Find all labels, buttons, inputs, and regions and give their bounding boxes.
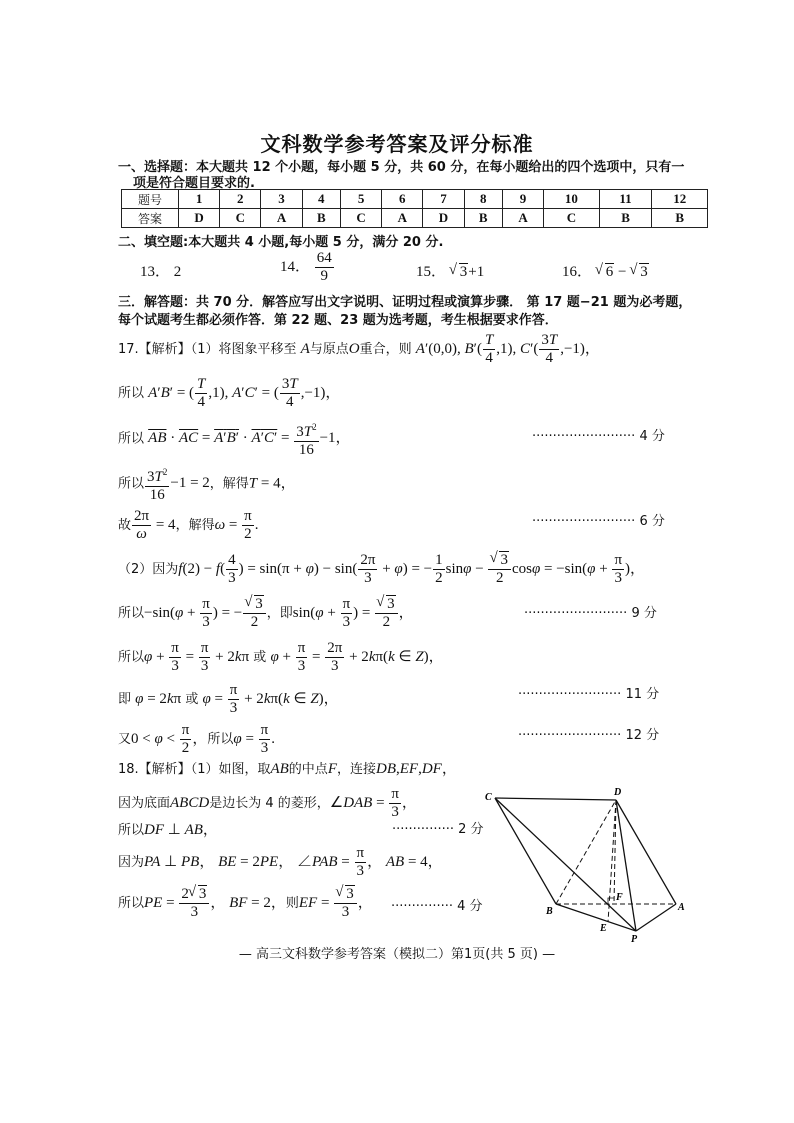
edge-BD-dashed	[556, 800, 616, 904]
score-marker	[518, 724, 659, 743]
dot-leader: ·························	[532, 514, 636, 529]
dot-leader: ···············	[392, 822, 454, 837]
section1-heading-line2: 项是符合题目要求的.	[133, 176, 255, 191]
score: 9 分	[631, 606, 657, 621]
table-cell-number: 12	[652, 190, 708, 209]
q17-part2-line3	[118, 640, 444, 675]
answer-table	[121, 189, 708, 228]
dot-leader: ·························	[532, 429, 636, 444]
text: 所以	[118, 605, 145, 621]
edge-BP	[556, 904, 636, 931]
radicand: 3	[640, 264, 648, 280]
text: 所以	[118, 823, 145, 838]
fill-answer-14	[280, 250, 335, 285]
score-marker	[532, 510, 665, 529]
var: A	[300, 340, 310, 357]
table-cell-number: 3	[261, 190, 302, 209]
text: 即	[118, 691, 132, 707]
table-cell-number: 5	[340, 190, 381, 209]
page-footer: — 高三文科数学参考答案（模拟二）第1页(共 5 页) —	[238, 947, 556, 962]
fill-answer-15	[416, 260, 484, 281]
math-expr: φ + $\frac{\pi}{3}$ = $\frac{2\pi}{3}$ + 2kπ(k ∈ Z)，	[270, 640, 444, 674]
q17-line4	[118, 464, 296, 504]
answer-label: 15．	[416, 264, 447, 280]
edge-DA	[616, 800, 676, 904]
score: 6 分	[639, 514, 665, 529]
math-expr: φ = 2kπ	[135, 690, 182, 707]
math-expr: PA ⊥ PB， BE = 2PE， ∠PAB = $\frac{\pi}{3}$ ， AB = 4，	[144, 845, 443, 879]
table-header-answers: 答案	[122, 209, 179, 228]
table-cell-answer: C	[220, 209, 261, 228]
math-expr: sin(φ + $\frac{\pi}{3}$ ) = √ $\frac{3}{2}$ ，	[293, 605, 414, 621]
label-B: B	[546, 906, 553, 917]
right-angle-mark	[608, 898, 614, 904]
text: 重合，则	[359, 341, 412, 357]
sqrt-expression	[450, 264, 469, 281]
text: （2）因为	[118, 561, 179, 577]
text: 或	[185, 691, 199, 707]
minus-sign: −	[618, 264, 627, 280]
denominator: 9	[320, 268, 329, 284]
math-expr: f(2) − f( $\frac{4}{3}$ ) = sin(π + φ) − sin( $\frac{2\pi}{3}$ + φ) = − $\frac{1}{2}$ sinφ − √ $\frac{3}{2}$ cosφ = −sin(φ + $\frac{\pi}{3}$ )，	[178, 561, 645, 577]
text: 或	[253, 649, 267, 665]
q18-line3	[118, 818, 218, 839]
answer-value: 2	[173, 264, 182, 280]
answer-rest: +1	[468, 264, 485, 280]
text: 所以	[118, 895, 145, 911]
q18-line5	[118, 886, 373, 921]
score: 12 分	[625, 728, 660, 743]
table-cell-number: 9	[502, 190, 543, 209]
label-D: D	[614, 787, 622, 798]
math-expr: φ = $\frac{\pi}{3}$ + 2kπ(k ∈ Z)，	[202, 682, 339, 716]
table-cell-answer: B	[652, 209, 708, 228]
math-expr: DF ⊥ AB，	[144, 822, 218, 838]
table-cell-number: 10	[544, 190, 600, 209]
math-expr: T = 4，	[248, 475, 296, 492]
math-expr: AB	[270, 761, 289, 777]
math-expr: ∠DAB = $\frac{\pi}{3}$ ，	[329, 786, 417, 820]
table-cell-answer: C	[340, 209, 381, 228]
math-expr: EF = √ $\frac{3}{3}$ ，	[299, 895, 373, 911]
section1-heading-line1: 一、选择题：本大题共 12 个小题，每小题 5 分，共 60 分，在每小题给出的四个选项中，只有一	[118, 160, 685, 175]
var: O	[348, 340, 360, 357]
score-marker	[532, 425, 665, 444]
edge-CB	[495, 798, 556, 904]
dot-leader: ···············	[391, 899, 453, 914]
radicand: 6	[605, 264, 614, 280]
label-E: E	[600, 923, 607, 934]
table-row-numbers	[122, 190, 708, 209]
section3-heading-line1: 三．解答题：共 70 分．解答应写出文字说明、证明过程或演算步骤． 第 17 题−21 题为必考题，	[118, 295, 692, 310]
score-marker	[524, 602, 657, 621]
table-cell-answer: B	[302, 209, 340, 228]
text: 因为底面	[118, 795, 171, 811]
table-cell-number: 4	[302, 190, 340, 209]
section2-heading: 二、填空题:本大题共 4 小题,每小题 5 分，满分 20 分.	[118, 235, 444, 250]
text: ，解得	[175, 517, 215, 533]
label-F: F	[616, 892, 623, 903]
answer-fraction	[315, 250, 334, 285]
table-cell-answer: D	[179, 209, 220, 228]
text: ，即	[266, 605, 293, 621]
text: ，连接	[336, 762, 376, 777]
edge-DP	[616, 800, 636, 931]
score-marker	[518, 683, 659, 702]
text: （1）将图象平移至	[190, 341, 297, 357]
text: 所以	[207, 731, 234, 747]
answer-label: 14．	[280, 258, 311, 275]
sqrt-expression	[630, 264, 649, 281]
table-cell-answer: A	[261, 209, 302, 228]
math-expr: φ + $\frac{\pi}{3}$ = $\frac{\pi}{3}$ + 2kπ	[144, 640, 250, 674]
math-expr: ω = $\frac{\pi}{2}$ .	[214, 508, 259, 542]
page-title: 文科数学参考答案及评分标准	[260, 132, 534, 156]
text: 则	[285, 895, 299, 911]
score-marker	[392, 818, 484, 837]
text: 所以	[118, 649, 145, 665]
answer-label: 13．	[140, 264, 171, 280]
math-expr: F	[327, 761, 337, 777]
q18-line1	[118, 757, 457, 778]
math-expr: PE = $\frac{2 √ 3}{3}$ ， BF = 2，	[144, 895, 286, 911]
score-marker	[391, 895, 483, 914]
text: 因为	[118, 854, 145, 870]
q17-line1	[118, 332, 600, 367]
table-cell-answer: A	[502, 209, 543, 228]
table-cell-number: 8	[464, 190, 502, 209]
text: 又	[118, 731, 132, 747]
numerator: 64	[316, 250, 332, 266]
math-expr: DB,EF,DF，	[376, 761, 457, 777]
table-cell-answer: B	[599, 209, 652, 228]
question-label: 18.【解析】	[118, 762, 191, 777]
label-C: C	[485, 792, 492, 803]
pyramid-figure	[480, 780, 700, 945]
fill-answer-16	[562, 260, 649, 281]
label-A: A	[678, 902, 685, 913]
text: 所以	[118, 431, 145, 447]
table-cell-answer: C	[544, 209, 600, 228]
q17-part2-line5	[118, 722, 275, 757]
table-cell-number: 1	[179, 190, 220, 209]
q17-line5	[118, 508, 258, 543]
math-expr: φ = $\frac{\pi}{3}$ .	[233, 722, 275, 756]
table-cell-number: 11	[599, 190, 652, 209]
table-cell-answer: D	[423, 209, 464, 228]
score: 4 分	[639, 429, 665, 444]
dot-leader: ·························	[518, 687, 622, 702]
section3-heading-line2: 每个试题考生都必须作答．第 22 题、23 题为选考题，考生根据要求作答．	[118, 313, 558, 328]
score: 11 分	[625, 687, 660, 702]
table-cell-answer: B	[464, 209, 502, 228]
q17-line2	[118, 376, 340, 411]
math-expr: A′B′ = ( $\frac{T}{4}$ ,1), A′C′ = ( $\frac{3T}{4}$ ,−1)，	[148, 376, 341, 410]
q18-line2	[118, 786, 417, 821]
text: 所以	[118, 476, 145, 492]
q17-part2-line1	[118, 552, 645, 587]
dot-leader: ·························	[518, 728, 622, 743]
edge-DF-dashed	[614, 800, 616, 904]
math-expr: 0 < φ < $\frac{\pi}{2}$ ，	[131, 722, 208, 756]
dot-leader: ·························	[524, 606, 628, 621]
math-expr: $\overline{AB} \cdot \overline{AC} = A'B' \cdot A'C'$ = $\frac{3T^2}{16}$ −1，	[148, 430, 350, 446]
edge-AP	[636, 904, 676, 931]
text: （1）如图，取	[190, 762, 271, 777]
question-label: 17.【解析】	[118, 341, 191, 357]
table-cell-number: 7	[423, 190, 464, 209]
text: 与原点	[309, 341, 349, 357]
radicand: 3	[459, 264, 468, 280]
text: 的中点	[288, 762, 328, 777]
q17-line3	[118, 419, 351, 459]
text: 故	[118, 517, 132, 533]
text: 是边长为 4 的菱形，	[209, 795, 330, 811]
text: 所以	[118, 385, 145, 401]
table-row-answers	[122, 209, 708, 228]
score: 2 分	[458, 822, 484, 837]
table-cell-answer: A	[382, 209, 423, 228]
answer-label: 16．	[562, 264, 593, 280]
text: ，解得	[209, 476, 249, 492]
table-header-numbers: 题号	[122, 190, 179, 209]
math-expr: $\frac{3T^2}{16}$ −1 = 2	[144, 475, 210, 491]
math-expr: $\frac{2\pi}{\omega}$ = 4	[134, 508, 176, 542]
score: 4 分	[457, 899, 483, 914]
table-cell-number: 6	[382, 190, 423, 209]
table-cell-number: 2	[220, 190, 261, 209]
fill-answer-13	[140, 260, 181, 281]
sqrt-expression	[596, 264, 615, 281]
math-expr: ABCD	[170, 794, 210, 811]
q17-part2-line2	[118, 596, 414, 631]
math-expr: A′(0,0), B′( $\frac{T}{4}$ ,1), C′( $\frac{3T}{4}$ ,−1)，	[415, 332, 600, 366]
label-P: P	[631, 934, 638, 945]
math-expr: −sin(φ + $\frac{\pi}{3}$ ) = − √ $\frac{3}{2}$	[144, 605, 267, 621]
q17-part2-line4	[118, 682, 339, 717]
edge-CD	[495, 798, 616, 800]
q18-line4	[118, 845, 443, 880]
